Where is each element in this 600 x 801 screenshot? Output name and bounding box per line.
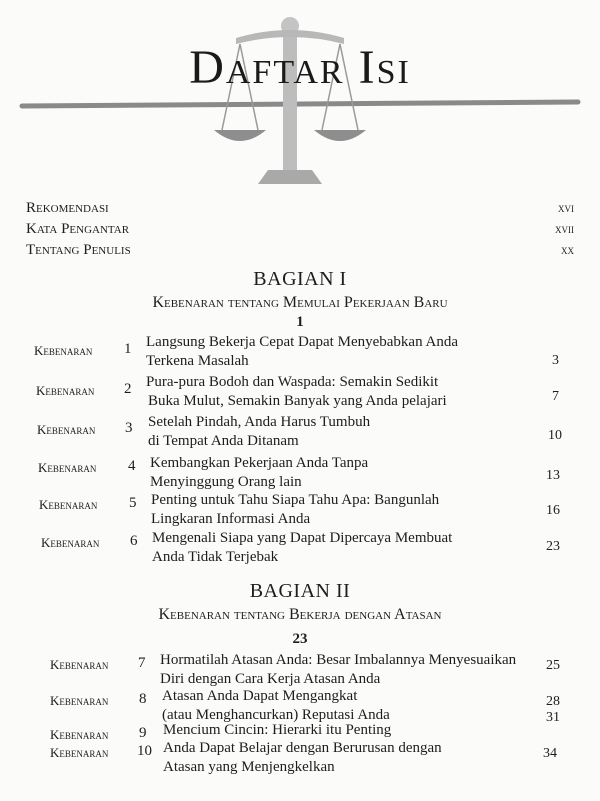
entry-title-line2: (atau Menghancurkan) Reputasi Anda	[162, 707, 390, 723]
entry-title-line2: Atasan yang Menjengkelkan	[163, 759, 335, 775]
part-heading	[0, 580, 600, 648]
part-label: BAGIAN II	[249, 580, 351, 602]
entry-keyword: Kebenaran	[50, 693, 109, 708]
justice-scale-icon	[0, 0, 600, 200]
part-page: 23	[292, 631, 308, 647]
entry-number: 9	[139, 725, 147, 741]
front-matter-page: xvi	[558, 200, 574, 215]
entry-keyword: Kebenaran	[41, 535, 100, 550]
entry-title-line2: Anda Tidak Terjebak	[152, 549, 279, 565]
front-matter-label: Tentang Penulis	[26, 242, 131, 258]
part-title: Kebenaran tentang Bekerja dengan Atasan	[158, 606, 442, 623]
toc-entry[interactable]	[0, 334, 600, 374]
toc-entry[interactable]	[0, 492, 600, 532]
front-matter-page: xvii	[555, 221, 574, 236]
entry-number: 7	[138, 655, 146, 671]
toc-entry[interactable]	[0, 652, 600, 692]
entry-number: 8	[139, 691, 147, 707]
entry-number: 5	[129, 495, 137, 511]
entry-keyword: Kebenaran	[37, 422, 96, 437]
entry-page: 34	[543, 746, 557, 761]
entry-page: 13	[546, 468, 560, 483]
entry-title-line1: Pura-pura Bodoh dan Waspada: Semakin Sedikit	[146, 374, 439, 390]
front-matter-list	[26, 200, 574, 263]
entry-page: 7	[552, 389, 559, 404]
entry-page: 25	[546, 658, 560, 673]
entry-keyword: Kebenaran	[50, 727, 109, 742]
entry-keyword: Kebenaran	[36, 383, 95, 398]
entry-page: 16	[546, 503, 560, 518]
page-title: Daftar Isi	[189, 41, 411, 94]
entry-title-line2: Menyinggung Orang lain	[150, 474, 302, 490]
entry-page: 3	[552, 353, 559, 368]
entry-title-line1: Mencium Cincin: Hierarki itu Penting	[163, 722, 392, 738]
part-title: Kebenaran tentang Memulai Pekerjaan Baru	[152, 294, 448, 311]
front-matter-item	[26, 221, 574, 242]
part-heading	[0, 268, 600, 331]
entry-keyword: Kebenaran	[34, 343, 93, 358]
entry-title-line1: Anda Dapat Belajar dengan Berurusan dengan	[163, 740, 442, 756]
entry-number: 2	[124, 381, 132, 397]
entry-title-line1: Atasan Anda Dapat Mengangkat	[162, 688, 358, 704]
part-page: 1	[296, 314, 304, 330]
entry-keyword: Kebenaran	[50, 657, 109, 672]
entry-page: 10	[548, 428, 562, 443]
toc-entry[interactable]	[0, 530, 600, 570]
toc-entry[interactable]	[0, 414, 600, 454]
entry-title-line2: di Tempat Anda Ditanam	[148, 433, 299, 449]
toc-entry[interactable]	[0, 455, 600, 495]
entry-title-line2: Diri dengan Cara Kerja Atasan Anda	[160, 671, 381, 687]
front-matter-page: xx	[561, 242, 574, 257]
entry-title-line1: Penting untuk Tahu Siapa Tahu Apa: Bangunlah	[151, 492, 440, 508]
entry-title-line2: Buka Mulut, Semakin Banyak yang Anda pelajari	[148, 393, 447, 409]
entry-keyword: Kebenaran	[50, 745, 109, 760]
entry-title-line1: Setelah Pindah, Anda Harus Tumbuh	[148, 414, 371, 430]
entry-number: 10	[137, 743, 152, 759]
entry-keyword: Kebenaran	[39, 497, 98, 512]
front-matter-item	[26, 242, 574, 263]
toc-entry[interactable]	[0, 740, 600, 780]
toc-entry[interactable]	[0, 374, 600, 414]
entry-title-line1: Kembangkan Pekerjaan Anda Tanpa	[150, 455, 369, 471]
entry-number: 4	[128, 458, 136, 474]
header	[0, 0, 600, 200]
entry-page: 23	[546, 539, 560, 554]
entry-title-line1: Hormatilah Atasan Anda: Besar Imbalannya Menyesuaikan	[160, 652, 517, 668]
front-matter-item	[26, 200, 574, 221]
front-matter-label: Rekomendasi	[26, 200, 109, 216]
entry-page: 31	[546, 710, 560, 725]
entry-number: 3	[125, 420, 133, 436]
front-matter-label: Kata Pengantar	[26, 221, 130, 237]
entry-page: 28	[546, 694, 560, 709]
entry-keyword: Kebenaran	[38, 460, 97, 475]
entry-title-line1: Langsung Bekerja Cepat Dapat Menyebabkan Anda	[146, 334, 458, 350]
entry-title-line2: Lingkaran Informasi Anda	[151, 511, 311, 527]
entry-number: 6	[130, 533, 138, 549]
part-label: BAGIAN I	[253, 268, 347, 290]
entry-title-line2: Terkena Masalah	[146, 353, 249, 369]
entry-number: 1	[124, 341, 132, 357]
entry-title-line1: Mengenali Siapa yang Dapat Dipercaya Membuat	[152, 530, 453, 546]
